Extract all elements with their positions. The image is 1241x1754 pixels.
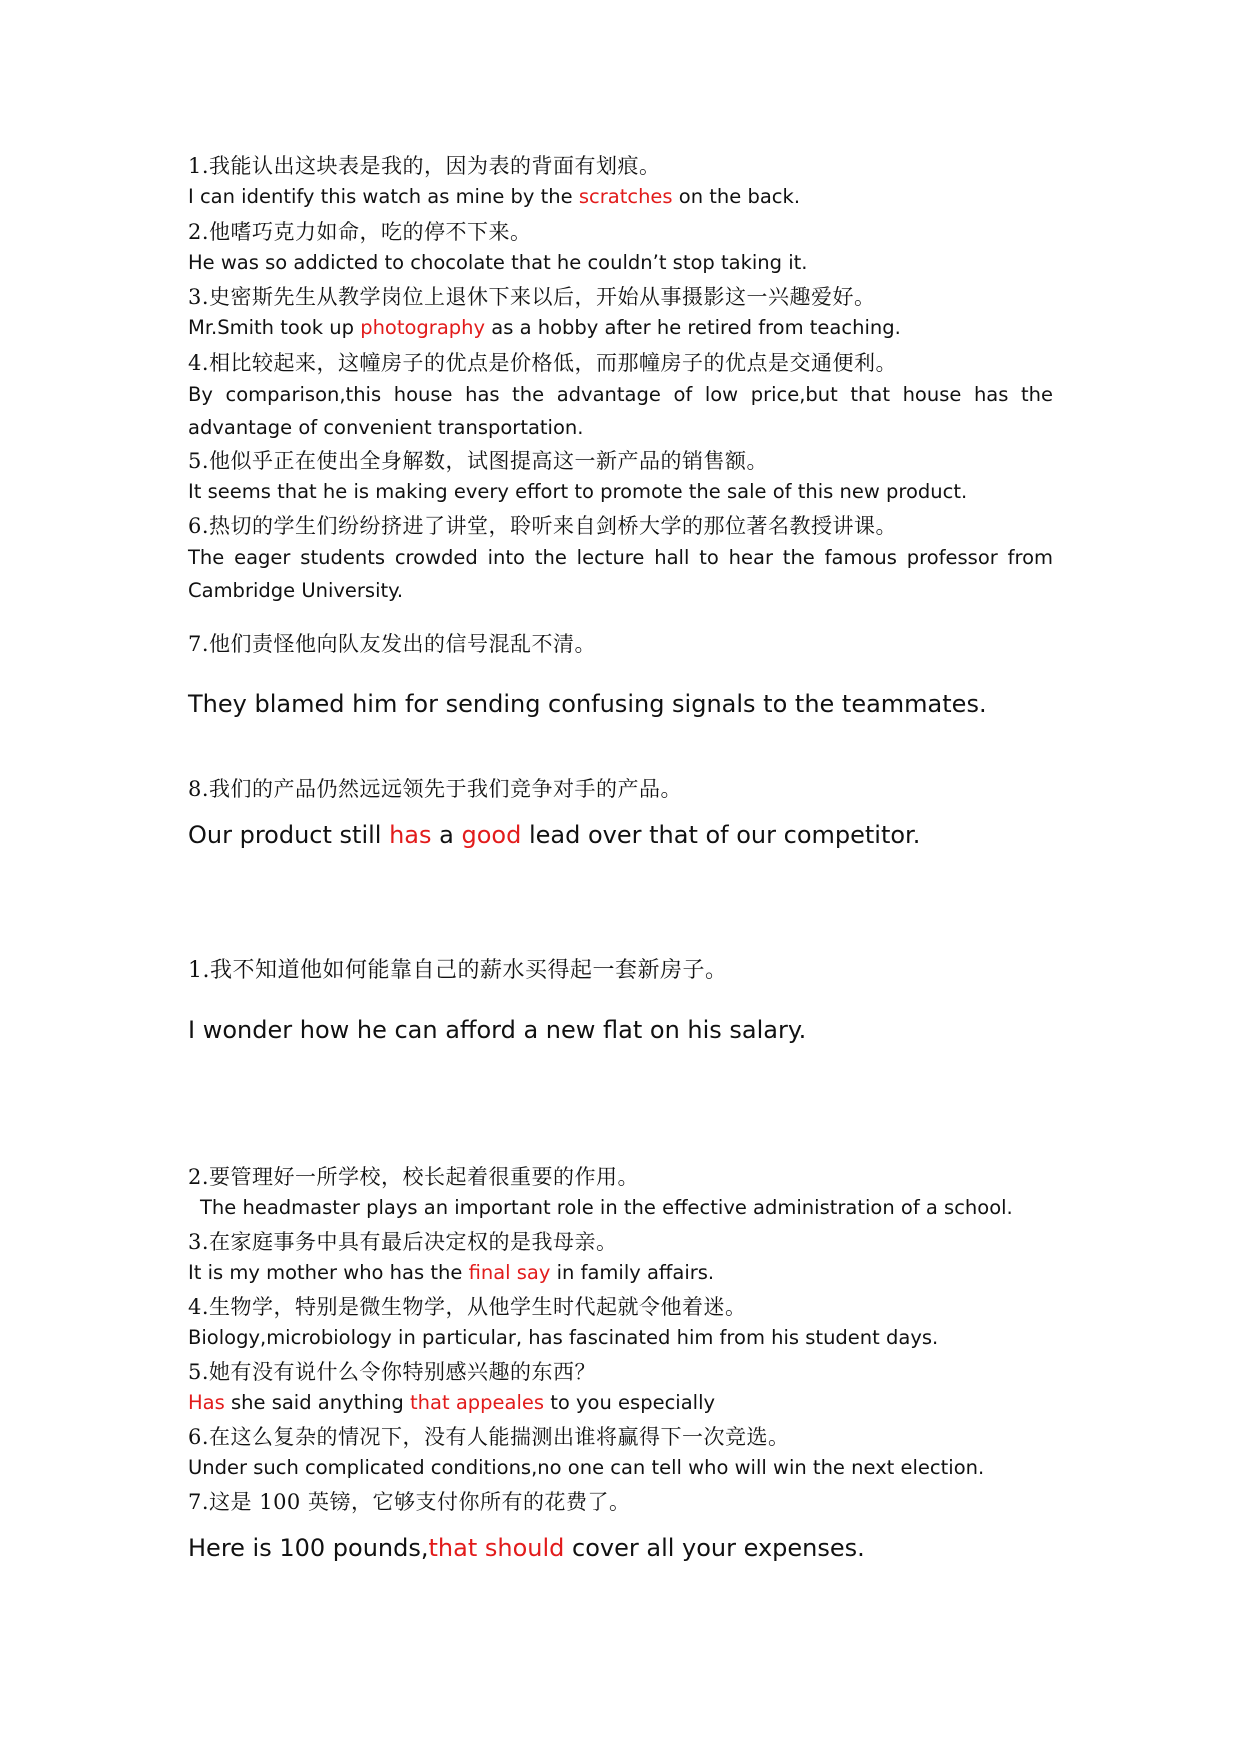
en-text: as a hobby after he retired from teaching. (485, 316, 901, 339)
zh-sentence-2: 2.他嗜巧克力如命，吃的停不下来。 (188, 220, 532, 244)
en-sentence-b3 (188, 1261, 714, 1284)
zh-sentence-b6: 6.在这么复杂的情况下，没有人能揣测出谁将赢得下一次竞选。 (188, 1425, 790, 1449)
zh-sentence-b3: 3.在家庭事务中具有最后决定权的是我母亲。 (188, 1230, 618, 1254)
zh-sentence-3: 3.史密斯先生从教学岗位上退休下来以后，开始从事摄影这一兴趣爱好。 (188, 285, 876, 309)
zh-sentence-8: 8.我们的产品仍然远远领先于我们竞争对手的产品。 (188, 777, 683, 801)
en-text: Mr.Smith took up (188, 316, 361, 339)
highlight-word: that should (428, 1534, 565, 1562)
highlight-word: good (461, 821, 522, 849)
en-sentence-6: The eager students crowded into the lecture hall to hear the famous professor from Cambridge University. (188, 546, 1053, 602)
zh-sentence-6: 6.热切的学生们纷纷挤进了讲堂，聆听来自剑桥大学的那位著名教授讲课。 (188, 514, 898, 538)
highlight-word: has (389, 821, 432, 849)
en-sentence-b1: I wonder how he can afford a new flat on his salary. (188, 1016, 807, 1044)
en-sentence-b6: Under such complicated conditions,no one can tell who will win the next election. (188, 1456, 985, 1479)
en-sentence-5: It seems that he is making every effort to promote the sale of this new product. (188, 480, 968, 503)
zh-sentence-7: 7.他们责怪他向队友发出的信号混乱不清。 (188, 632, 597, 656)
en-sentence-8 (188, 821, 920, 849)
zh-sentence-4: 4.相比较起来，这幢房子的优点是价格低，而那幢房子的优点是交通便利。 (188, 351, 898, 375)
en-sentence-3 (188, 316, 901, 339)
en-sentence-1 (188, 185, 800, 208)
en-text: lead over that of our competitor. (521, 821, 921, 849)
en-sentence-b7 (188, 1534, 865, 1562)
en-sentence-b4: Biology,microbiology in particular, has fascinated him from his student days. (188, 1326, 939, 1349)
en-sentence-7: They blamed him for sending confusing signals to the teammates. (188, 690, 987, 718)
en-sentence-2: He was so addicted to chocolate that he couldn’t stop taking it. (188, 251, 808, 274)
highlight-word: photography (360, 316, 486, 339)
zh-sentence-b7: 7.这是 100 英镑，它够支付你所有的花费了。 (188, 1490, 631, 1514)
highlight-word: final say (468, 1261, 551, 1284)
en-text: cover all your expenses. (564, 1534, 865, 1562)
highlight-word: Has (188, 1391, 225, 1414)
en-text: she said anything (224, 1391, 411, 1414)
en-text: on the back. (672, 185, 801, 208)
en-text: a (431, 821, 462, 849)
en-sentence-b2: The headmaster plays an important role in the effective administration of a school. (200, 1196, 1013, 1219)
en-text: I can identify this watch as mine by the (188, 185, 579, 208)
en-text: to you especially (544, 1391, 716, 1414)
en-text: Our product still (188, 821, 390, 849)
zh-sentence-b5: 5.她有没有说什么令你特别感兴趣的东西？ (188, 1360, 597, 1384)
en-text: Here is 100 pounds, (188, 1534, 429, 1562)
highlight-word: scratches (578, 185, 673, 208)
zh-sentence-b4: 4.生物学，特别是微生物学，从他学生时代起就令他着迷。 (188, 1295, 747, 1319)
zh-sentence-b2: 2.要管理好一所学校，校长起着很重要的作用。 (188, 1165, 640, 1189)
zh-sentence-5: 5.他似乎正在使出全身解数，试图提高这一新产品的销售额。 (188, 449, 769, 473)
zh-sentence-b1: 1.我不知道他如何能靠自己的薪水买得起一套新房子。 (188, 958, 728, 983)
highlight-word: that appeales (410, 1391, 545, 1414)
en-sentence-b5 (188, 1391, 715, 1414)
en-text: It is my mother who has the (188, 1261, 469, 1284)
en-sentence-4: By comparison,this house has the advantage of low price,but that house has the advantage of convenient transportation. (188, 383, 1053, 439)
zh-sentence-1: 1.我能认出这块表是我的，因为表的背面有划痕。 (188, 154, 661, 178)
en-text: in family affairs. (550, 1261, 715, 1284)
